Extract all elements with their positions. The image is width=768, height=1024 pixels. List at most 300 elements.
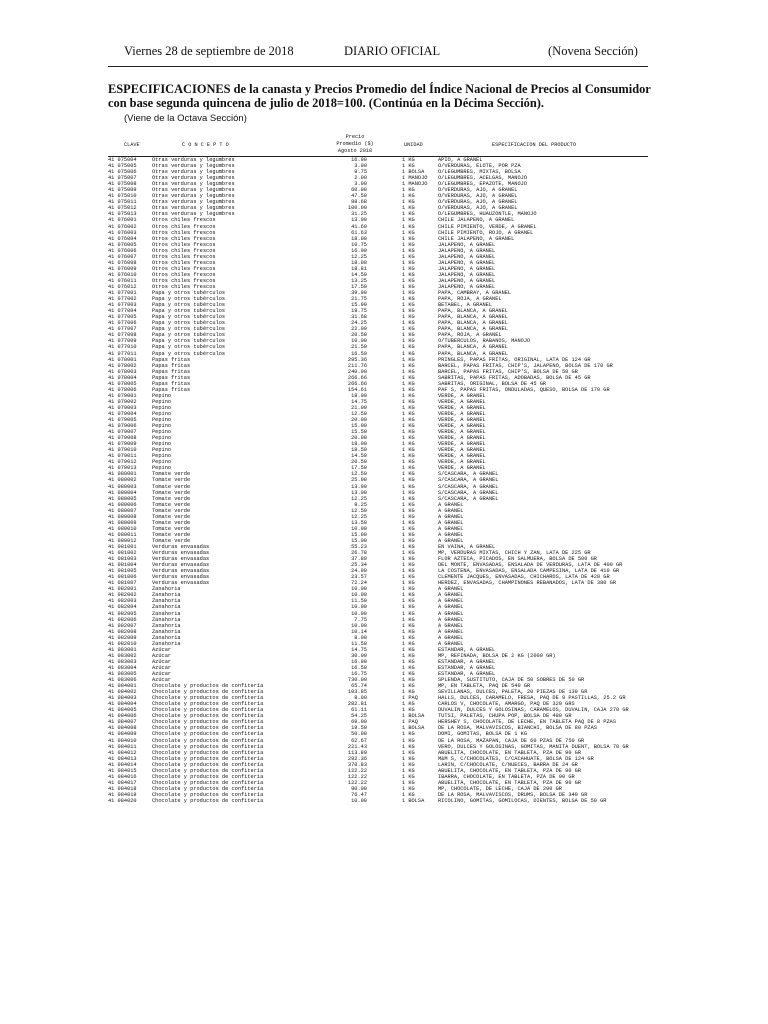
cell-precio: 122.22 [347, 773, 367, 780]
cell-concepto: Zanahoria [152, 598, 181, 605]
cell-unidad: 1 KG [402, 392, 415, 399]
cell-clave: 41 084015 [108, 767, 137, 774]
cell-precio: 13.25 [351, 277, 367, 284]
cell-precio: 15.00 [351, 537, 367, 544]
cell-concepto: Chocolate y productos de confitería [152, 725, 264, 732]
cell-clave: 41 079002 [108, 398, 137, 405]
cell-unidad: 1 KG [402, 574, 415, 581]
cell-clave: 41 084010 [108, 737, 137, 744]
cell-clave: 41 075008 [108, 181, 137, 188]
cell-precio: 9.75 [354, 169, 367, 176]
cell-unidad: 1 KG [402, 247, 415, 254]
cell-clave: 41 076007 [108, 253, 137, 260]
cell-unidad: 1 KG [402, 320, 415, 327]
cell-especificacion: MP, CHOCOLATE, DE LECHE, CAJA DE 200 GR [438, 785, 562, 792]
cell-concepto: Papa y otros tubérculos [152, 320, 226, 327]
cell-clave: 41 079012 [108, 459, 137, 466]
cell-precio: 14.50 [351, 453, 367, 460]
cell-unidad: 1 KG [402, 199, 415, 206]
cell-unidad: 1 KG [402, 664, 415, 671]
column-header-concepto: C O N C E P T O [182, 142, 229, 148]
cell-precio: 282.81 [347, 701, 367, 708]
cell-precio: 122.22 [347, 767, 367, 774]
cell-precio: 15.00 [351, 531, 367, 538]
cell-especificacion: A GRANEL [438, 519, 464, 526]
cell-concepto: Pepino [152, 410, 172, 417]
cell-precio: 11.50 [351, 598, 367, 605]
cell-precio: 20.50 [351, 459, 367, 466]
cell-especificacion: DE LA ROSA, MALVAVISCOS, BIANCHI, BOLSA DE 80 PZAS [438, 725, 597, 732]
cell-unidad: 1 KG [402, 187, 415, 194]
cell-unidad: 1 KG [402, 646, 415, 653]
cell-clave: 41 084008 [108, 725, 137, 732]
cell-clave: 41 084017 [108, 779, 137, 786]
cell-precio: 23.57 [351, 574, 367, 581]
cell-unidad: 1 KG [402, 277, 415, 284]
cell-unidad: 1 KG [402, 332, 415, 339]
cell-especificacion: ABUELITA, CHOCOLATE, EN TABLETA, PZA DE 90 GR [438, 767, 582, 774]
cell-especificacion: RICOLINO, GOMITAS, GOMILOCAS, DIENTES, BOLSA DE 50 GR [438, 797, 607, 804]
cell-concepto: Azúcar [152, 646, 172, 653]
cell-especificacion: VERDE, A GRANEL [438, 435, 486, 442]
cell-unidad: 1 KG [402, 253, 415, 260]
cell-clave: 41 079007 [108, 429, 137, 436]
cell-clave: 41 082001 [108, 586, 137, 593]
cell-concepto: Pepino [152, 417, 172, 424]
cell-precio: 154.61 [347, 386, 367, 393]
cell-concepto: Tomate verde [152, 501, 191, 508]
cell-clave: 41 077010 [108, 344, 137, 351]
cell-clave: 41 080007 [108, 507, 137, 514]
cell-concepto: Tomate verde [152, 519, 191, 526]
cell-concepto: Chocolate y productos de confitería [152, 713, 264, 720]
cell-concepto: Azúcar [152, 670, 172, 677]
cell-precio: 25.34 [351, 562, 367, 569]
cell-precio: 100.00 [347, 205, 367, 212]
cell-precio: 10.75 [351, 241, 367, 248]
cell-precio: 18.00 [351, 392, 367, 399]
cell-unidad: 1 KG [402, 755, 415, 762]
cell-clave: 41 081002 [108, 550, 137, 557]
cell-unidad: 1 KG [402, 495, 415, 502]
cell-especificacion: A GRANEL [438, 501, 464, 508]
cell-concepto: Pepino [152, 465, 172, 472]
cell-unidad: 1 KG [402, 785, 415, 792]
cell-especificacion: ABUELITA, CHOCOLATE, EN TABLETA, PZA DE 90 GR [438, 779, 582, 786]
cell-clave: 41 082005 [108, 610, 137, 617]
cell-especificacion: PAPA, ROJA, A GRANEL [438, 296, 502, 303]
cell-concepto: Chocolate y productos de confitería [152, 779, 264, 786]
cell-unidad: 1 KG [402, 568, 415, 575]
cell-precio: 20.00 [351, 435, 367, 442]
cell-clave: 41 083001 [108, 646, 137, 653]
cell-clave: 41 084006 [108, 713, 137, 720]
cell-unidad: 1 KG [402, 731, 415, 738]
cell-unidad: 1 KG [402, 670, 415, 677]
cell-concepto: Chocolate y productos de confitería [152, 737, 264, 744]
cell-precio: 13.00 [351, 217, 367, 224]
cell-concepto: Verduras envasadas [152, 562, 210, 569]
cell-especificacion: A GRANEL [438, 610, 464, 617]
cell-precio: 31.68 [351, 314, 367, 321]
cell-precio: 211.76 [347, 362, 367, 369]
cell-clave: 41 076002 [108, 223, 137, 230]
cell-concepto: Otros chiles frescos [152, 253, 216, 260]
cell-concepto: Chocolate y productos de confitería [152, 689, 264, 696]
cell-clave: 41 075007 [108, 175, 137, 182]
cell-precio: 12.50 [351, 471, 367, 478]
cell-unidad: 1 PAQ [402, 719, 418, 726]
cell-clave: 41 076011 [108, 277, 137, 284]
cell-clave: 41 084020 [108, 797, 137, 804]
cell-concepto: Tomate verde [152, 471, 191, 478]
cell-precio: 12.25 [351, 513, 367, 520]
cell-concepto: Otros chiles frescos [152, 277, 216, 284]
cell-especificacion: ESTANDAR, A GRANEL [438, 670, 496, 677]
cell-precio: 37.80 [351, 556, 367, 563]
cell-clave: 41 079001 [108, 392, 137, 399]
cell-precio: 730.00 [347, 677, 367, 684]
cell-concepto: Otras verduras y legumbres [152, 205, 235, 212]
cell-unidad: 1 KG [402, 380, 415, 387]
cell-especificacion: FLOR AZTECA, PICADOS, EN SALMUERA, BOLSA DE 500 GR [438, 556, 597, 563]
cell-clave: 41 075005 [108, 163, 137, 170]
cell-especificacion: ABUELITA, CHOCOLATE, EN TABLETA, PZA DE 90 GR [438, 749, 582, 756]
cell-precio: 24.00 [351, 568, 367, 575]
cell-clave: 41 078002 [108, 362, 137, 369]
cell-especificacion: VERDE, A GRANEL [438, 441, 486, 448]
cell-precio: 14.75 [351, 398, 367, 405]
cell-precio: 20.50 [351, 332, 367, 339]
cell-concepto: Otras verduras y legumbres [152, 175, 235, 182]
cell-precio: 60.00 [351, 187, 367, 194]
cell-concepto: Papas fritas [152, 362, 191, 369]
cell-especificacion: ESTANDAR, A GRANEL [438, 658, 496, 665]
cell-precio: 18.50 [351, 447, 367, 454]
cell-especificacion: PRINGLES, PAPAS FRITAS, ORIGINAL, LATA DE 124 GR [438, 356, 591, 363]
cell-concepto: Papa y otros tubérculos [152, 338, 226, 345]
cell-clave: 41 076005 [108, 241, 137, 248]
cell-concepto: Tomate verde [152, 489, 191, 496]
cell-concepto: Chocolate y productos de confitería [152, 749, 264, 756]
cell-precio: 10.00 [351, 586, 367, 593]
cell-precio: 61.63 [351, 229, 367, 236]
cell-concepto: Verduras envasadas [152, 568, 210, 575]
cell-unidad: 1 KG [402, 235, 415, 242]
cell-clave: 41 077003 [108, 302, 137, 309]
cell-clave: 41 077008 [108, 332, 137, 339]
cell-especificacion: PAPA, BLANCA, A GRANEL [438, 308, 508, 315]
cell-especificacion: IBARRA, CHOCOLATE, EN TABLETA, PZA DE 90 GR [438, 773, 575, 780]
cell-concepto: Zanahoria [152, 604, 181, 611]
cell-clave: 41 081003 [108, 556, 137, 563]
cell-concepto: Verduras envasadas [152, 550, 210, 557]
cell-concepto: Verduras envasadas [152, 574, 210, 581]
cell-especificacion: SPLENDA, SUSTITUTO, CAJA DE 50 SOBRES DE 50 GR [438, 677, 585, 684]
cell-precio: 16.00 [351, 247, 367, 254]
cell-unidad: 1 KG [402, 519, 415, 526]
cell-clave: 41 075004 [108, 157, 137, 163]
cell-especificacion: PAF S, PAPAS FRITAS, ONDULADAS, QUESO, BOLSA DE 170 GR [438, 386, 610, 393]
cell-unidad: 1 KG [402, 562, 415, 569]
cell-clave: 41 080010 [108, 525, 137, 532]
cell-concepto: Chocolate y productos de confitería [152, 785, 264, 792]
cell-unidad: 1 KG [402, 737, 415, 744]
cell-unidad: 1 KG [402, 302, 415, 309]
cell-especificacion: S/CASCARA, A GRANEL [438, 489, 499, 496]
cell-clave: 41 083002 [108, 652, 137, 659]
cell-concepto: Chocolate y productos de confitería [152, 731, 264, 738]
cell-unidad: 1 KG [402, 550, 415, 557]
cell-precio: 19.50 [351, 725, 367, 732]
cell-unidad: 1 KG [402, 271, 415, 278]
cell-especificacion: A GRANEL [438, 622, 464, 629]
cell-precio: 72.24 [351, 580, 367, 587]
cell-especificacion: JALAPEÑO, A GRANEL [438, 247, 496, 254]
cell-unidad: 1 KG [402, 447, 415, 454]
cell-concepto: Pepino [152, 423, 172, 430]
cell-precio: 21.50 [351, 344, 367, 351]
cell-unidad: 1 MANOJO [402, 181, 428, 188]
cell-concepto: Otras verduras y legumbres [152, 211, 235, 218]
cell-unidad: 1 KG [402, 471, 415, 478]
cell-concepto: Otras verduras y legumbres [152, 163, 235, 170]
cell-especificacion: VERO, DULCES Y GOLOSINAS, GOMITAS, MANITA DUENT, BOLSA 70 GR [438, 743, 629, 750]
cell-especificacion: O/VERDURAS, AJO, A GRANEL [438, 199, 518, 206]
cell-unidad: 1 KG [402, 423, 415, 430]
cell-concepto: Papa y otros tubérculos [152, 350, 226, 357]
cell-precio: 2.00 [354, 175, 367, 182]
cell-especificacion: BETABEL, A GRANEL [438, 302, 493, 309]
cell-concepto: Otros chiles frescos [152, 223, 216, 230]
cell-clave: 41 077004 [108, 308, 137, 315]
cell-concepto: Tomate verde [152, 483, 191, 490]
cell-unidad: 1 KG [402, 743, 415, 750]
cell-especificacion: S/CASCARA, A GRANEL [438, 483, 499, 490]
cell-precio: 13.50 [351, 519, 367, 526]
cell-concepto: Chocolate y productos de confitería [152, 701, 264, 708]
cell-concepto: Papa y otros tubérculos [152, 332, 226, 339]
cell-clave: 41 075009 [108, 187, 137, 194]
cell-especificacion: DE LA ROSA, MAZAPAN, CAJA DE 60 PZAS DE 750 GR [438, 737, 585, 744]
cell-especificacion: M&M S, C/CHOCOLATES, C/CACAHUATE, BOLSA DE 124 GR [438, 755, 594, 762]
cell-concepto: Pepino [152, 453, 172, 460]
cell-unidad: 1 KG [402, 441, 415, 448]
cell-precio: 16.50 [351, 350, 367, 357]
cell-especificacion: VERDE, A GRANEL [438, 423, 486, 430]
cell-unidad: 1 KG [402, 410, 415, 417]
cell-especificacion: VERDE, A GRANEL [438, 410, 486, 417]
cell-precio: 10.00 [351, 592, 367, 599]
cell-unidad: 1 KG [402, 683, 415, 690]
cell-clave: 41 082008 [108, 628, 137, 635]
cell-especificacion: O/LEGUMBRES, EPAZOTE, MANOJO [438, 181, 528, 188]
cell-unidad: 1 KG [402, 592, 415, 599]
cell-concepto: Papa y otros tubérculos [152, 302, 226, 309]
cell-clave: 41 080009 [108, 519, 137, 526]
cell-clave: 41 077009 [108, 338, 137, 345]
document-heading: ESPECIFICACIONES de la canasta y Precios Promedio del Índice Nacional de Precios al Consumidor con base segunda quincena de julio de 2018=100. (Continúa en la Décima Sección). [108, 82, 651, 110]
cell-especificacion: DOMI, GOMITAS, BOLSA DE 1 KG [438, 731, 528, 738]
cell-precio: 9.25 [354, 501, 367, 508]
cell-precio: 15.50 [351, 429, 367, 436]
cell-unidad: 1 KG [402, 598, 415, 605]
cell-especificacion: HERSHEY S, CHOCOLATE, DE LECHE, EN TABLETA PAQ DE 8 PZAS [438, 719, 617, 726]
header-section: (Novena Sección) [548, 44, 638, 58]
cell-especificacion: PAPA, BLANCA, A GRANEL [438, 326, 508, 333]
cell-concepto: Otras verduras y legumbres [152, 187, 235, 194]
cell-concepto: Pepino [152, 429, 172, 436]
cell-unidad: 1 KG [402, 265, 415, 272]
cell-unidad: 1 KG [402, 193, 415, 200]
cell-unidad: 1 KG [402, 489, 415, 496]
cell-precio: 10.14 [351, 628, 367, 635]
column-header-especificacion: ESPECIFICACION DEL PRODUCTO [492, 142, 577, 148]
cell-concepto: Papa y otros tubérculos [152, 308, 226, 315]
cell-concepto: Otros chiles frescos [152, 217, 216, 224]
cell-concepto: Otras verduras y legumbres [152, 157, 235, 163]
cell-clave: 41 083003 [108, 658, 137, 665]
cell-concepto: Chocolate y productos de confitería [152, 773, 264, 780]
cell-concepto: Zanahoria [152, 616, 181, 623]
cell-especificacion: O/VERDURAS, ELOTE, POR PZA [438, 163, 521, 170]
cell-clave: 41 080006 [108, 501, 137, 508]
cell-especificacion: PAPA, BLANCA, A GRANEL [438, 344, 508, 351]
cell-clave: 41 084002 [108, 689, 137, 696]
cell-especificacion: CHILE PIMIENTO, ROJO, A GRANEL [438, 229, 534, 236]
header-title: DIARIO OFICIAL [344, 44, 441, 58]
cell-precio: 76.47 [351, 791, 367, 798]
cell-concepto: Papas fritas [152, 356, 191, 363]
cell-precio: 10.00 [351, 338, 367, 345]
cell-unidad: 1 KG [402, 477, 415, 484]
cell-concepto: Chocolate y productos de confitería [152, 743, 264, 750]
cell-especificacion: S/CASCARA, A GRANEL [438, 477, 499, 484]
cell-clave: 41 084011 [108, 743, 137, 750]
cell-clave: 41 076009 [108, 265, 137, 272]
cell-especificacion: PAPA, BLANCA, A GRANEL [438, 320, 508, 327]
cell-especificacion: TUTSI, PALETAS, CHUPA POP, BOLSA DE 480 GR [438, 713, 572, 720]
cell-unidad: 1 KG [402, 677, 415, 684]
cell-clave: 41 084004 [108, 701, 137, 708]
cell-clave: 41 079011 [108, 453, 137, 460]
cell-concepto: Chocolate y productos de confitería [152, 755, 264, 762]
cell-concepto: Pepino [152, 441, 172, 448]
cell-concepto: Otros chiles frescos [152, 229, 216, 236]
cell-especificacion: O/VERDURAS, AJO, A GRANEL [438, 187, 518, 194]
cell-unidad: 1 MANOJO [402, 175, 428, 182]
cell-unidad: 1 KG [402, 283, 415, 290]
cell-especificacion: DE LA ROSA, MALVAVISCOS, DRUMS, BOLSA DE 340 GR [438, 791, 588, 798]
cell-concepto: Otros chiles frescos [152, 283, 216, 290]
cell-clave: 41 079004 [108, 410, 137, 417]
cell-especificacion: A GRANEL [438, 640, 464, 647]
cell-precio: 21.00 [351, 404, 367, 411]
cell-concepto: Papa y otros tubérculos [152, 314, 226, 321]
cell-concepto: Chocolate y productos de confitería [152, 707, 264, 714]
cell-especificacion: JALAPEÑO, A GRANEL [438, 265, 496, 272]
cell-precio: 15.90 [351, 302, 367, 309]
cell-unidad: 1 BOLSA [402, 797, 425, 804]
cell-unidad: 1 KG [402, 459, 415, 466]
cell-concepto: Otros chiles frescos [152, 235, 216, 242]
cell-unidad: 1 KG [402, 580, 415, 587]
cell-unidad: 1 KG [402, 326, 415, 333]
cell-unidad: 1 KG [402, 501, 415, 508]
cell-unidad: 1 KG [402, 386, 415, 393]
cell-concepto: Chocolate y productos de confitería [152, 683, 264, 690]
cell-especificacion: CHILE JALAPEÑO, A GRANEL [438, 235, 515, 242]
cell-especificacion: BARCEL, PAPAS FRITAS, CHIP'S, BOLSA DE 50 GR [438, 368, 578, 375]
cell-precio: 12.25 [351, 495, 367, 502]
cell-unidad: 1 KG [402, 689, 415, 696]
cell-unidad: 1 KG [402, 362, 415, 369]
cell-precio: 103.85 [347, 689, 367, 696]
cell-especificacion: SABRITAS, PAPAS FRITAS, ADOBADAS, BOLSA DE 45 GR [438, 374, 591, 381]
cell-precio: 10.00 [351, 610, 367, 617]
cell-precio: 22.00 [351, 326, 367, 333]
cell-unidad: 1 KG [402, 537, 415, 544]
cell-especificacion: MP, REFINADA, BOLSA DE 2 KG (2000 GR) [438, 652, 556, 659]
cell-precio: 18.81 [351, 265, 367, 272]
cell-clave: 41 077011 [108, 350, 137, 357]
cell-precio: 122.22 [347, 779, 367, 786]
cell-unidad: 1 KG [402, 404, 415, 411]
cell-clave: 41 084003 [108, 695, 137, 702]
cell-unidad: 1 KG [402, 163, 415, 170]
cell-especificacion: JALAPEÑO, A GRANEL [438, 241, 496, 248]
cell-unidad: 1 BOLSA [402, 169, 425, 176]
cell-clave: 41 075011 [108, 199, 137, 206]
cell-especificacion: CHILE JALAPEÑO, A GRANEL [438, 217, 515, 224]
cell-concepto: Azúcar [152, 664, 172, 671]
cell-especificacion: O/LEGUMBRES, MIXTAS, BOLSA [438, 169, 521, 176]
cell-especificacion: CLEMENTE JACQUES, ENVASADAS, CHICHAROS, LATA DE 420 GR [438, 574, 610, 581]
cell-clave: 41 080004 [108, 489, 137, 496]
cell-clave: 41 079003 [108, 404, 137, 411]
cell-clave: 41 076006 [108, 247, 137, 254]
cell-unidad: 1 KG [402, 658, 415, 665]
cell-especificacion: O/VERDURAS, AJO, A GRANEL [438, 205, 518, 212]
cell-precio: 13.00 [351, 489, 367, 496]
cell-concepto: Pepino [152, 459, 172, 466]
cell-clave: 41 076008 [108, 259, 137, 266]
page-header [108, 44, 648, 62]
cell-precio: 47.50 [351, 193, 367, 200]
continuation-note: (Viene de la Octava Sección) [124, 113, 247, 124]
cell-concepto: Papa y otros tubérculos [152, 290, 226, 297]
cell-concepto: Otros chiles frescos [152, 247, 216, 254]
cell-especificacion: A GRANEL [438, 628, 464, 635]
header-date: Viernes 28 de septiembre de 2018 [124, 44, 294, 58]
cell-unidad: 1 KG [402, 465, 415, 472]
cell-unidad: 1 KG [402, 211, 415, 218]
cell-clave: 41 079005 [108, 417, 137, 424]
cell-unidad: 1 KG [402, 368, 415, 375]
cell-unidad: 1 KG [402, 417, 415, 424]
cell-clave: 41 080008 [108, 513, 137, 520]
cell-concepto: Zanahoria [152, 592, 181, 599]
cell-unidad: 1 KG [402, 483, 415, 490]
column-header-precio: Precio Promedio ($) Agosto 2018 [336, 134, 374, 154]
cell-especificacion: PAPA, ROJA, A GRANEL [438, 332, 502, 339]
cell-precio: 16.75 [351, 670, 367, 677]
cell-precio: 18.00 [351, 235, 367, 242]
column-header-clave: CLAVE [124, 142, 140, 148]
cell-especificacion: JALAPEÑO, A GRANEL [438, 271, 496, 278]
cell-clave: 41 076012 [108, 283, 137, 290]
cell-concepto: Verduras envasadas [152, 544, 210, 550]
